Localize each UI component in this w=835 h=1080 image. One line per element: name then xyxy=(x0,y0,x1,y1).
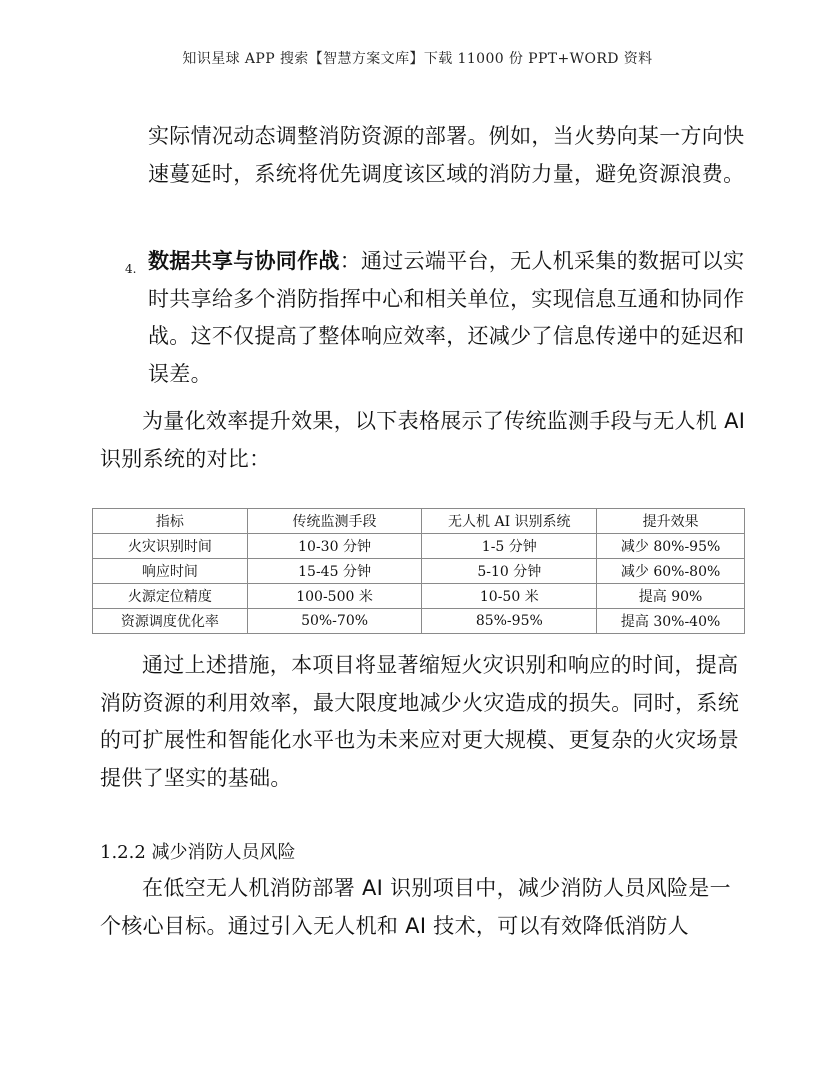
table-cell: 85%-95% xyxy=(422,609,597,634)
table-header-cell: 提升效果 xyxy=(597,509,745,534)
table-row xyxy=(93,534,745,559)
table-cell: 资源调度优化率 xyxy=(93,609,248,634)
table-cell: 1-5 分钟 xyxy=(422,534,597,559)
table-row xyxy=(93,559,745,584)
table-cell: 10-30 分钟 xyxy=(247,534,422,559)
table-cell: 减少 60%-80% xyxy=(597,559,745,584)
table-header-cell: 无人机 AI 识别系统 xyxy=(422,509,597,534)
table-cell: 减少 80%-95% xyxy=(597,534,745,559)
table-header-row xyxy=(93,509,745,534)
section-heading: 1.2.2 减少消防人员风险 xyxy=(100,842,296,863)
table-cell: 50%-70% xyxy=(247,609,422,634)
table-cell: 10-50 米 xyxy=(422,584,597,609)
list-item-number: 4. xyxy=(125,262,137,276)
comparison-table xyxy=(92,508,745,634)
paragraph-summary: 通过上述措施，本项目将显著缩短火灾识别和响应的时间，提高消防资源的利用效率，最大限度地减少火灾造成的损失。同时，系统的可扩展性和智能化水平也为未来应对更大规模、更复杂的火灾场景提供了坚实的基础。 xyxy=(100,653,739,790)
list-item-title: 数据共享与协同作战 xyxy=(148,249,340,273)
table-cell: 提高 30%-40% xyxy=(597,609,745,634)
table-cell: 100-500 米 xyxy=(247,584,422,609)
table-cell: 15-45 分钟 xyxy=(247,559,422,584)
paragraph-risk-reduction: 在低空无人机消防部署 AI 识别项目中，减少消防人员风险是一个核心目标。通过引入无人机和 AI 技术，可以有效降低消防人 xyxy=(100,876,731,938)
table-cell: 火灾识别时间 xyxy=(93,534,248,559)
table-row xyxy=(93,584,745,609)
table-row xyxy=(93,609,745,634)
page-header-banner: 知识星球 APP 搜索【智慧方案文库】下载 11000 份 PPT+WORD 资料 xyxy=(182,51,653,67)
table-cell: 5-10 分钟 xyxy=(422,559,597,584)
paragraph-resource-deployment: 实际情况动态调整消防资源的部署。例如，当火势向某一方向快速蔓延时，系统将优先调度该区域的消防力量，避免资源浪费。 xyxy=(148,124,745,186)
table-cell: 响应时间 xyxy=(93,559,248,584)
list-item-body: ：通过云端平台，无人机采集的数据可以实时共享给多个消防指挥中心和相关单位，实现信息互通和协同作战。这不仅提高了整体响应效率，还减少了信息传递中的延迟和误差。 xyxy=(148,249,745,386)
table-cell: 火源定位精度 xyxy=(93,584,248,609)
table-header-cell: 指标 xyxy=(93,509,248,534)
table-cell: 提高 90% xyxy=(597,584,745,609)
table-header-cell: 传统监测手段 xyxy=(247,509,422,534)
paragraph-table-intro: 为量化效率提升效果，以下表格展示了传统监测手段与无人机 AI 识别系统的对比： xyxy=(100,409,746,471)
list-item-data-sharing xyxy=(148,243,748,393)
